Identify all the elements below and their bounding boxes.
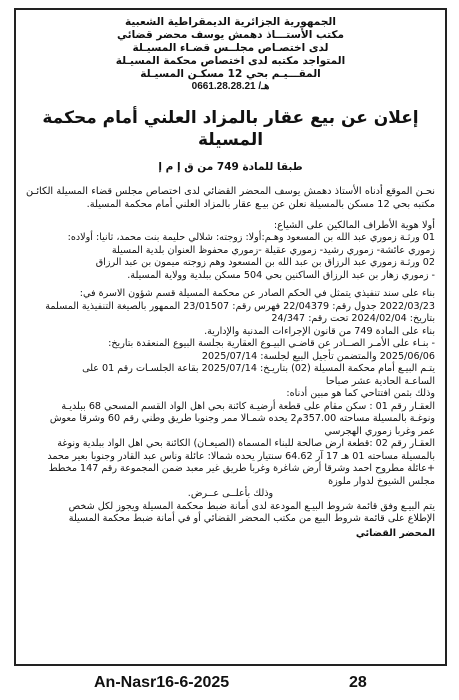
property-1-line: ونوغـة بالمسيلة مساحته 357.00م2 يحده شمـالا ممر وجنوبا طريق وطني رقم 60 وشرقا معوش (49, 413, 435, 424)
announcement-frame (14, 8, 447, 666)
header-republic: الجمهورية الجزائرية الديمقراطية الشعبية (125, 16, 336, 28)
body-line: الساعـة الحادية عشر صباحا (325, 375, 435, 387)
owners-line: - زموري زهار بن عبد الرزاق الساكنين بحي 504 مسكن ببلدية وولاية المسيلة. (127, 269, 435, 281)
property-2-line: العقـار رقم 02 :قطعة ارض صالحة للبناء المسماة (الصيعـان) الكائنة بحي اهل الواد ببلدية ونوغة (57, 438, 435, 449)
body-line: بتاريخ: 2024/02/04 تحت رقم: 24/347 (271, 313, 435, 324)
owners-heading: أولا هوية الأطراف المالكين على الشياع: (273, 220, 435, 231)
property-2-line: بالمسيلة مساحته 01 هـ 17 آر 64.62 سنتيار يحده شمالا: عائلة وناس عبد القادر وجنوبا بعير محمد (47, 450, 435, 462)
announcement-subtitle: طبقا للمادة 749 من ق إ م إ (158, 161, 303, 173)
body-line: بناء على المادة 749 من قانون الإجراءات المدنية والإدارية. (204, 325, 435, 337)
body-line: يتم البيـع وفق قائمة شروط البيـع المودعة لدى أمانة ضبط محكمة المسيلة ويجوز لكل شخص (68, 500, 435, 512)
property-2-line: مجلس الشيوخ لدوار ملوزة (328, 475, 435, 487)
intro-paragraph: نحـن الموقع أدناه الأستاذ دهمش يوسف المحضر القضائي لدى اختصاص مجلس قضاء المسيلة الكائـن مكتبه بحي 12 مسكن بالمسيلة نعلن عن بيـع عقار بالمزاد العلني أمام محكمة المسيلة. (26, 186, 435, 210)
owners-line: 01 ورثـة زموري عبد الله بن المسعود وهـم:أولا: زوجته: شلالي حليمة بنت محمد، ثانيا: أولاده: (67, 232, 435, 243)
announcement-title: إعلان عن بيع عقار بالمزاد العلني أمام محكمة المسيلة (42, 108, 419, 150)
page-number: 28 (349, 674, 367, 691)
owners-line: 02 ورثـة زموري عبد الرزاق بن عبد الله بن المسعود وهم زوجته ميمون بن عبد الرزاق (95, 257, 435, 268)
header-office: مكتب الأستـــاذ دهمش يوسف محضر قضائي (117, 29, 344, 41)
publication-date: An-Nasr16-6-2025 (94, 674, 230, 691)
body-line: يتـم البيـع أمام محكمة المسيلة (02) بتاريـخ: 2025/07/14 بقاعة الجلسـات رقم 01 على (82, 363, 435, 374)
header-court: المتواجد مكتبه لدى اختصاص محكمة المسيـلة (115, 55, 346, 67)
owners-line: زموري عائشة- زموري رشيد- زموري عقيلة -زموري محفوظ العنوان بلدية المسيلة (111, 244, 435, 256)
header-address: المقـــيـم بحي 12 مسكـن المسيـلة (140, 68, 321, 80)
body-line: - بنـاء على الأمـر الصــادر عن قاضـي البيـوع العقارية بجلسة البيوع المنعقدة بتاريخ: (108, 338, 435, 349)
body-line: الإطلاع على قائمة شروط البيع من مكتب المحضر القضائي أو في أمانة ضبط محكمة المسيلة (68, 513, 435, 524)
property-2-line: +عائلة مطروح احمد وشرقا أرض شاغرة وغربا طريق غير معبد ضمن المجموعة رقم 147 مخطط (48, 463, 435, 474)
signature: المحضر القضائي (355, 527, 435, 539)
body-line: وذلك بثمن افتتاحي كما هو مبين أدناه: (286, 388, 435, 399)
header-jurisdiction: لدى اختصـاص مجلــس قضـاء المسيـلة (132, 42, 329, 54)
property-1-line: عمر وغربا زموري الهجرسي (324, 425, 435, 437)
body-line: 2022/03/23 جدول رقم: 22/04379 فهرس رقم: 23/01507 الممهور بالصيغة التنفيذية المسلمة (45, 300, 435, 312)
body-line: 2025/06/06 والمتضمن تأجيل البيع لجلسة: 2025/07/14 (201, 350, 435, 362)
body-line: بناء على سند تنفيذي يتمثل في الحكم الصادر عن محكمة المسيلة قسم شؤون الاسرة في: (79, 288, 435, 299)
property-1-line: العقـار رقم 01 : سكن مقام على قطعة أرضيـة كائنة بحي اهل الواد القسم المسحي 68 ببلديـة (61, 400, 435, 412)
header-phone: هـ/ 0661.28.28.21 (191, 81, 270, 92)
body-line: وذلك بأعلــى عــرض. (187, 488, 274, 499)
page-footer (14, 674, 447, 696)
